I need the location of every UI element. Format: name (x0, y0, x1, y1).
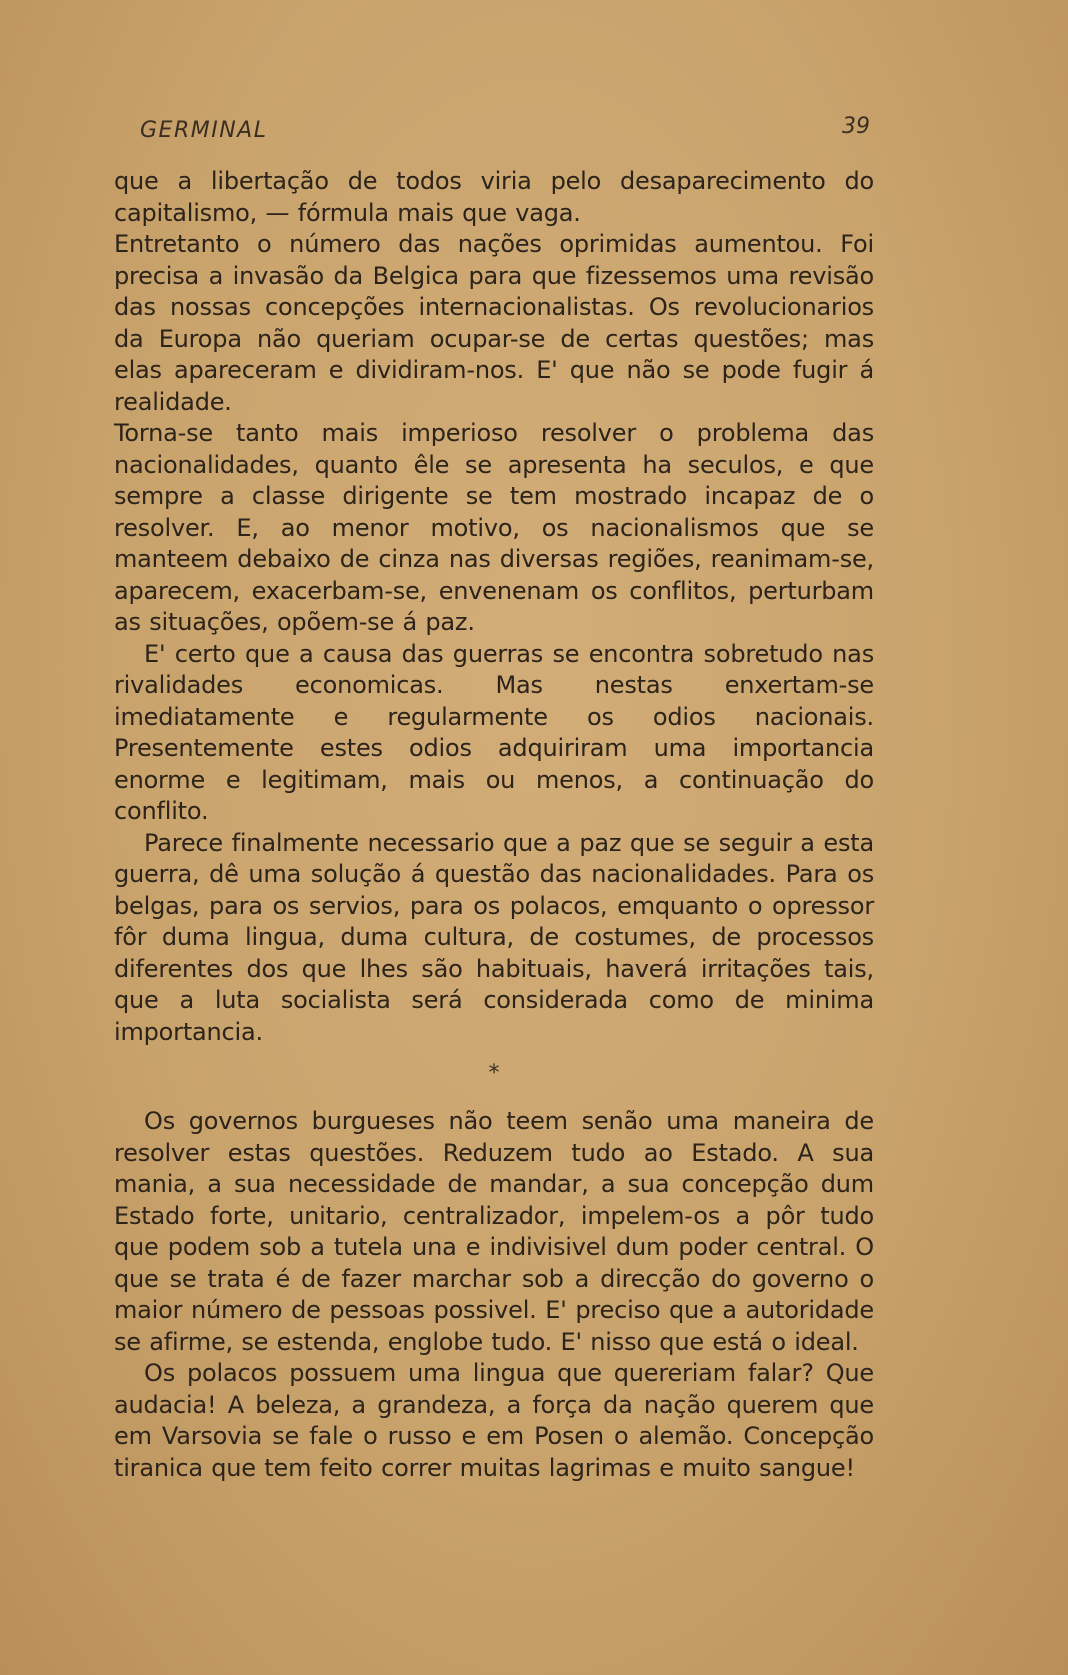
section-separator: * (488, 1061, 500, 1086)
paragraph: E' certo que a causa das guerras se encontra sobretudo nas rivalidades economicas. Mas nestas enxertam-se imediatamente e regularmente os odios nacionais. Presentemente estes odios adquiriram uma importancia enorme e legitimam, mais ou menos, a continuação do conflito. (114, 639, 874, 825)
paragraph: Entretanto o número das nações oprimidas aumentou. Foi precisa a invasão da Belgica para que fizessemos uma revisão das nossas concepções internacionalistas. Os revolucionarios da Europa não queriam ocupar-se de certas questões; mas elas apareceram e dividiram-nos. E' que não se pode fugir á realidade. (114, 230, 874, 416)
page-number: 39 (842, 114, 870, 139)
running-title: GERMINAL (140, 118, 268, 143)
paragraph: Torna-se tanto mais imperioso resolver o problema das nacionalidades, quanto êle se apresenta ha seculos, e que sempre a classe dirigente se tem mostrado incapaz de o resolver. E, ao menor motivo, os nacionalismos que se manteem debaixo de cinza nas diversas regiões, reanimam-se, aparecem, exacerbam-se, envenenam os conflitos, perturbam as situações, opõem-se á paz. (114, 419, 874, 636)
body-text (114, 166, 874, 1484)
paragraph: Parece finalmente necessario que a paz que se seguir a esta guerra, dê uma solução á questão das nacionalidades. Para os belgas, para os servios, para os polacos, emquanto o opressor fôr duma lingua, duma cultura, de costumes, de processos diferentes dos que lhes são habituais, haverá irritações tais, que a luta socialista será considerada como de minima importancia. (114, 828, 874, 1046)
paragraph: que a libertação de todos viria pelo desaparecimento do capitalismo, — fórmula mais que vaga. (114, 167, 874, 227)
paragraph: Os governos burgueses não teem senão uma maneira de resolver estas questões. Reduzem tudo ao Estado. A sua mania, a sua necessidade de mandar, a sua concepção dum Estado forte, unitario, centralizador, impelem-os a pôr tudo que podem sob a tutela una e indivisivel dum poder central. O que se trata é de fazer marchar sob a direcção do governo o maior número de pessoas possivel. E' preciso que a autoridade se afirme, se estenda, englobe tudo. E' nisso que está o ideal. (114, 1107, 874, 1356)
paragraph: Os polacos possuem uma lingua que quereriam falar? Que audacia! A beleza, a grandeza, a força da nação querem que em Varsovia se fale o russo e em Posen o alemão. Concepção tiranica que tem feito correr muitas lagrimas e muito sangue! (114, 1359, 874, 1482)
running-head (140, 114, 880, 150)
